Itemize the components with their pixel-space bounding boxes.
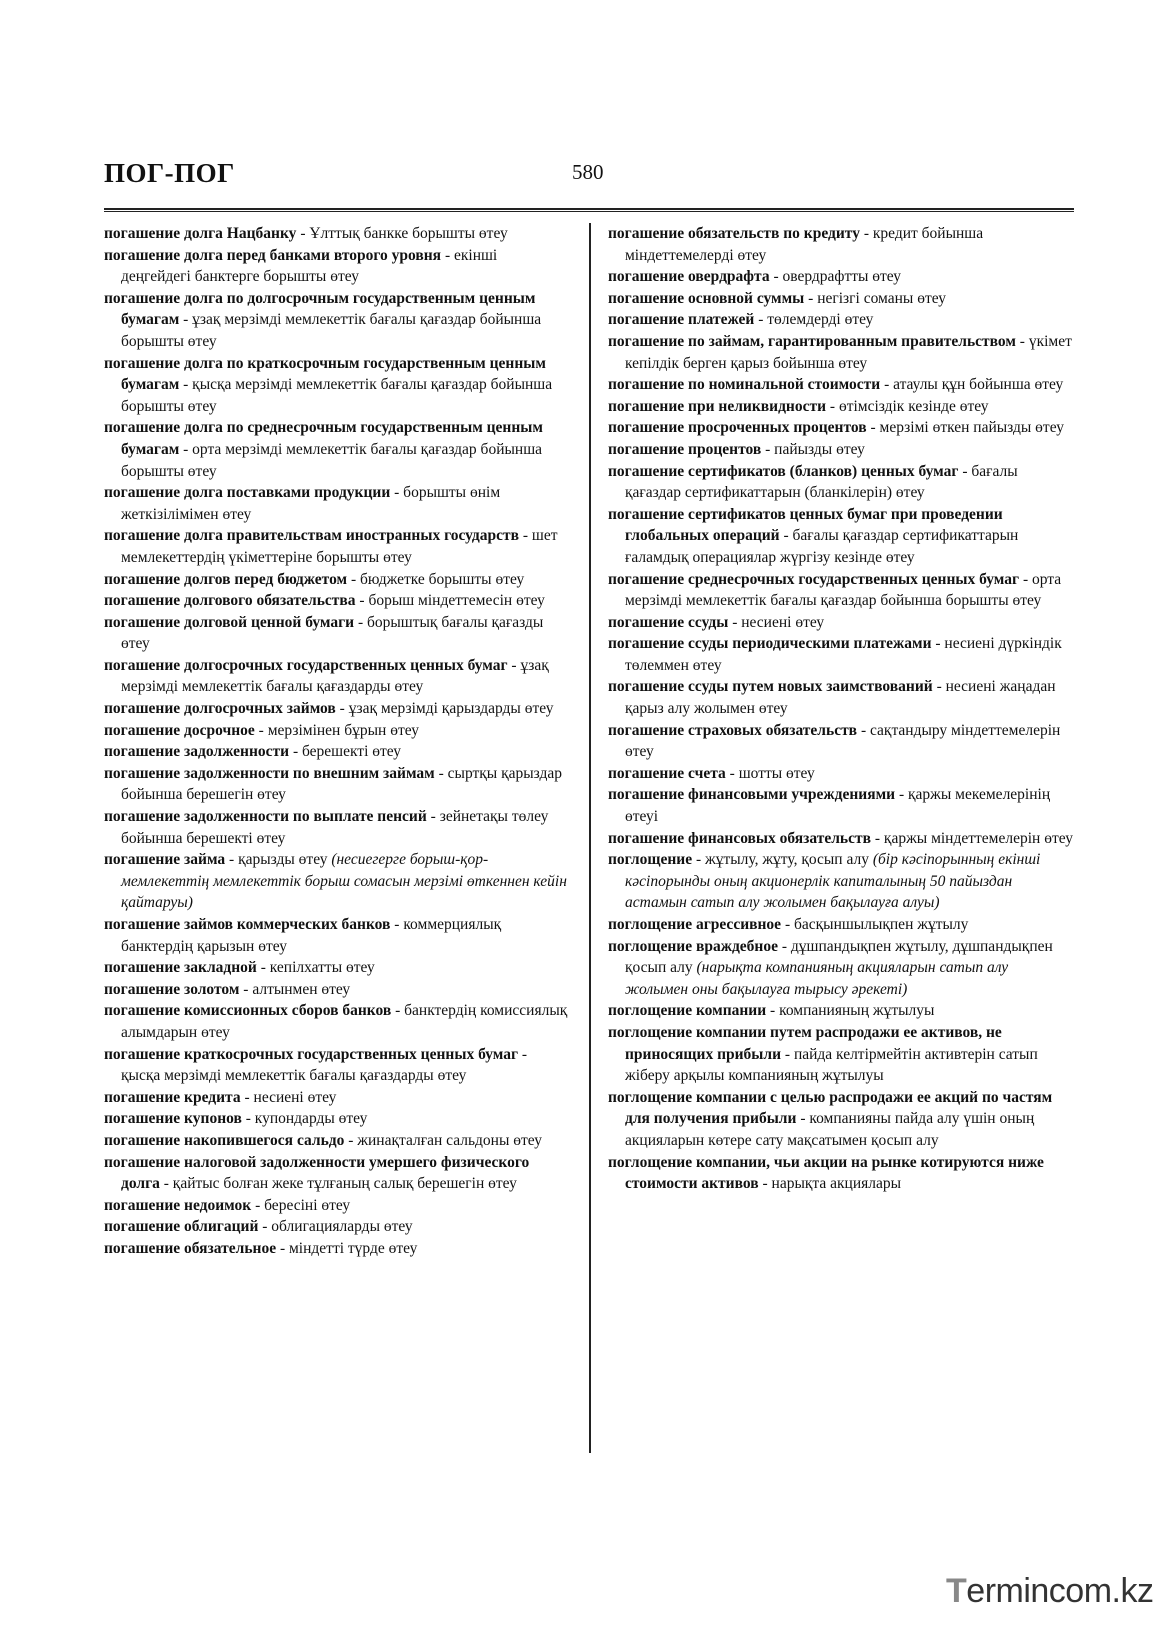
entry-term: погашение займов коммерческих банков: [104, 916, 391, 933]
dictionary-entry: [608, 266, 1074, 288]
dictionary-entry: [104, 569, 570, 591]
entry-term: погашение обязательное: [104, 1239, 277, 1257]
entry-term: погашение ссуды периодическими платежами: [608, 635, 932, 653]
dictionary-entry: [608, 569, 1074, 612]
entry-term: поглощение агрессивное: [608, 916, 782, 933]
column-divider: [589, 223, 591, 1453]
entry-translation: - төлемдерді өтеу: [754, 311, 874, 329]
entry-term: поглощение компании, чьи акции на рынке котируются ниже стоимости активов: [608, 1153, 1044, 1193]
entry-translation: - берешекті өтеу: [289, 743, 402, 761]
entry-translation: - банктердің комиссиялық алымдарын өтеу: [121, 1002, 568, 1041]
entry-translation: - қаржы міндеттемелерін өтеу: [871, 829, 1073, 847]
dictionary-entry: [608, 417, 1074, 439]
entry-translation: - бағалы қағаздар сертификаттарын (бланкілерін) өтеу: [625, 462, 1018, 502]
entry-translation: - пайда келтірмейтін активтерін сатып жіберу арқылы компанияның жұтылуы: [625, 1045, 1038, 1085]
entry-term: погашение по займам, гарантированным правительством: [608, 332, 1016, 350]
entry-translation: - мерзімі өткен пайызды өтеу: [866, 419, 1064, 437]
entry-translation: - овердрафтты өтеу: [769, 268, 902, 286]
entry-translation: - шотты өтеу: [725, 764, 815, 782]
dictionary-entry: [608, 720, 1074, 763]
entry-translation: - коммерциялық банктердің қарызын өтеу: [121, 916, 502, 955]
entry-translation: - борыш міндеттемесін өтеу: [355, 592, 545, 610]
entry-term: погашение обязательств по кредиту: [608, 225, 860, 242]
dictionary-entry: [104, 720, 570, 742]
entry-term: погашение овердрафта: [608, 268, 770, 286]
entry-note: (несиегерге борыш-қор-мемлекеттің мемлекеттік борыш сомасын мерзімі өткеннен кейін қайтаруы): [121, 851, 567, 912]
entry-term: погашение сертификатов (бланков) ценных бумаг: [608, 462, 959, 480]
dictionary-entry: [104, 482, 570, 525]
dictionary-entry: [608, 936, 1074, 1001]
entry-translation: - қайтыс болған жеке тұлғаның салық берешегін өтеу: [159, 1175, 517, 1193]
entry-translation: - несиені өтеу: [728, 613, 825, 631]
entry-translation: - ұзақ мерзімді мемлекеттік бағалы қағаздар бойынша борышты өтеу: [121, 311, 542, 350]
entry-translation: - жұтылу, жұту, қосып алу: [692, 851, 873, 869]
dictionary-entry: [608, 1022, 1074, 1087]
entry-term: погашение досрочное: [104, 721, 255, 739]
dictionary-entry: [608, 1152, 1074, 1195]
entry-translation: - шет мемлекеттердің үкіметтеріне борышты өтеу: [121, 527, 558, 566]
dictionary-entry: [104, 1108, 570, 1130]
entry-note: (бір кәсіпорынның екінші кәсіпорынды оның акционерлік капиталының 50 пайыздан астамын сатып алу жолымен бақылауға алуы): [625, 851, 1041, 912]
dictionary-entry: [104, 417, 570, 482]
entry-term: погашение финансовыми учреждениями: [608, 786, 896, 804]
entry-translation: - кепілхатты өтеу: [256, 959, 375, 977]
entry-translation: - негізгі соманы өтеу: [804, 289, 946, 307]
entry-translation: - қарызды өтеу: [225, 851, 332, 869]
entry-translation: - зейнетақы төлеу бойынша берешекті өтеу: [121, 808, 549, 847]
entry-term: погашение долга правительствам иностранных государств: [104, 527, 520, 545]
entry-term: погашение просроченных процентов: [608, 419, 867, 437]
entry-translation: - алтынмен өтеу: [239, 980, 351, 998]
entry-term: погашение задолженности по внешним займам: [104, 764, 435, 782]
dictionary-entry: [104, 914, 570, 957]
dictionary-entry: [104, 1195, 570, 1217]
dictionary-entry: [104, 590, 570, 612]
dictionary-entry: [608, 288, 1074, 310]
terminkom-watermark-logo: [946, 1572, 1153, 1611]
entry-term: поглощение компании путем распродажи ее активов, не приносящих прибыли: [608, 1023, 1002, 1063]
dictionary-entry: [104, 1216, 570, 1238]
entry-translation: - нарықта акциялары: [758, 1175, 902, 1193]
dictionary-entry: [104, 806, 570, 849]
dictionary-entry: [608, 676, 1074, 719]
entry-translation: - Ұлттық банкке борышты өтеу: [296, 225, 508, 242]
entry-term: погашение займа: [104, 851, 226, 869]
dictionary-entry: [608, 763, 1074, 785]
entry-translation: - дұшпандықпен жұтылу, дұшпандықпен қосып алу: [625, 937, 1053, 977]
dictionary-entry: [104, 655, 570, 698]
dictionary-entry: [104, 763, 570, 806]
entry-term: погашение краткосрочных государственных ценных бумаг: [104, 1045, 519, 1063]
entry-term: погашение купонов: [104, 1110, 242, 1128]
entry-translation: - облигацияларды өтеу: [258, 1218, 413, 1236]
entry-translation: - сақтандыру міндеттемелерін өтеу: [625, 721, 1061, 761]
entry-translation: - бюджетке борышты өтеу: [347, 570, 525, 588]
entry-translation: - орта мерзімді мемлекеттік бағалы қағаздар бойынша борышты өтеу: [121, 440, 543, 480]
dictionary-entry: [104, 1000, 570, 1043]
entry-translation: - өтімсіздік кезінде өтеу: [826, 397, 989, 415]
dictionary-entry: [104, 957, 570, 979]
entry-term: погашение долга по краткосрочным государственным ценным бумагам: [104, 354, 546, 394]
entry-term: погашение долгового обязательства: [104, 592, 356, 610]
entry-term: погашение долговой ценной бумаги: [104, 613, 355, 631]
right-column: [608, 223, 1074, 1195]
dictionary-entry: [608, 1000, 1074, 1022]
entry-translation: - ұзақ мерзімді мемлекеттік бағалы қағаздарды өтеу: [121, 656, 549, 696]
dictionary-entry: [104, 741, 570, 763]
entry-translation: - несиені дүркіндік төлеммен өтеу: [625, 635, 1062, 674]
entry-translation: - кредит бойынша міндеттемелерді өтеу: [625, 225, 984, 264]
dictionary-entry: [104, 1152, 570, 1195]
entry-term: погашение страховых обязательств: [608, 721, 858, 739]
entry-term: погашение кредита: [104, 1088, 241, 1106]
entry-term: погашение долга Нацбанку: [104, 225, 297, 242]
entry-term: погашение долга по среднесрочным государственным ценным бумагам: [104, 419, 543, 458]
entry-term: погашение долга по долгосрочным государственным ценным бумагам: [104, 289, 536, 329]
entry-term: погашение основной суммы: [608, 289, 805, 307]
entry-translation: - мерзімінен бұрын өтеу: [254, 721, 419, 739]
entry-term: погашение ссуды путем новых заимствований: [608, 678, 933, 696]
entry-translation: - несиені өтеу: [240, 1088, 337, 1106]
entry-term: погашение ссуды: [608, 613, 729, 631]
dictionary-entry: [104, 698, 570, 720]
dictionary-entry: [608, 331, 1074, 374]
entry-term: погашение недоимок: [104, 1196, 252, 1214]
entry-term: погашение при неликвидности: [608, 397, 827, 415]
dictionary-entry: [608, 309, 1074, 331]
entry-translation: - қысқа мерзімді мемлекеттік бағалы қағаздарды өтеу: [121, 1045, 528, 1085]
entry-translation: - атаулы құн бойынша өтеу: [880, 376, 1064, 394]
entry-translation: - бағалы қағаздар сертификаттарын ғаламдық операциялар жүргізу кезінде өтеу: [625, 527, 1019, 566]
entry-term: погашение сертификатов ценных бумаг при проведении глобальных операций: [608, 505, 1003, 545]
entry-translation: - орта мерзімді мемлекеттік бағалы қағаздар бойынша борышты өтеу: [625, 570, 1062, 610]
entry-translation: - міндетті түрде өтеу: [276, 1239, 418, 1257]
entry-term: поглощение компании: [608, 1002, 767, 1020]
dictionary-entry: [104, 1087, 570, 1109]
entry-translation: - екінші деңгейдегі банктерге борышты өтеу: [121, 246, 498, 286]
dictionary-entry: [608, 784, 1074, 827]
entry-term: погашение финансовых обязательств: [608, 829, 871, 847]
dictionary-entry: [608, 849, 1074, 914]
entry-translation: - несиені жаңадан қарыз алу жолымен өтеу: [625, 678, 1056, 718]
entry-term: погашение задолженности: [104, 743, 290, 761]
entry-term: погашение долга поставками продукции: [104, 484, 391, 502]
entry-term: погашение среднесрочных государственных ценных бумаг: [608, 570, 1020, 588]
entry-translation: - үкімет кепілдік берген қарыз бойынша өтеу: [625, 332, 1072, 372]
entry-translation: - компанияның жұтылуы: [766, 1002, 935, 1020]
entry-term: погашение закладной: [104, 959, 257, 977]
entry-term: погашение долгосрочных государственных ценных бумаг: [104, 656, 508, 674]
entry-translation: - компанияны пайда алу үшін оның акцияларын көтере сату мақсатымен қосып алу: [625, 1110, 1035, 1149]
entry-translation: - сыртқы қарыздар бойынша берешегін өтеу: [121, 764, 563, 804]
dictionary-entry: [608, 461, 1074, 504]
dictionary-entry: [104, 223, 570, 245]
dictionary-entry: [608, 396, 1074, 418]
entry-translation: - пайызды өтеу: [761, 440, 865, 458]
watermark-text: ermincom.kz: [966, 1572, 1154, 1610]
entry-term: погашение задолженности по выплате пенсий: [104, 808, 427, 826]
dictionary-entry: [608, 374, 1074, 396]
entry-term: погашение золотом: [104, 980, 240, 998]
entry-translation: - купондарды өтеу: [241, 1110, 368, 1128]
dictionary-entry: [608, 633, 1074, 676]
dictionary-entry: [104, 1238, 570, 1260]
entry-term: поглощение компании с целью распродажи ее акций по частям для получения прибыли: [608, 1088, 1053, 1128]
dictionary-entry: [104, 979, 570, 1001]
page-header-title: ПОГ-ПОГ: [104, 158, 235, 188]
entry-translation: - борыштық бағалы қағазды өтеу: [121, 613, 544, 653]
entry-term: погашение облигаций: [104, 1218, 259, 1236]
watermark-t-mark: T: [946, 1572, 967, 1610]
header-rule: [104, 208, 1074, 212]
entry-term: погашение накопившегося сальдо: [104, 1131, 345, 1149]
dictionary-entry: [608, 504, 1074, 569]
dictionary-entry: [608, 439, 1074, 461]
entry-term: погашение по номинальной стоимости: [608, 376, 881, 394]
entry-translation: - қаржы мекемелерінің өтеуі: [625, 786, 1051, 826]
left-column: [104, 223, 570, 1260]
entry-term: поглощение враждебное: [608, 937, 778, 955]
entry-term: погашение налоговой задолженности умершего физического долга: [104, 1153, 530, 1193]
entry-term: поглощение: [608, 851, 693, 869]
dictionary-entry: [104, 525, 570, 568]
entry-note: (нарықта компанияның акцияларын сатып алу жолымен оны бақылауға тырысу әрекеті): [625, 959, 1009, 998]
dictionary-entry: [104, 1044, 570, 1087]
entry-translation: - борышты өнім жеткізілімімен өтеу: [121, 484, 501, 523]
dictionary-entry: [104, 612, 570, 655]
dictionary-entry: [608, 828, 1074, 850]
entry-term: погашение процентов: [608, 440, 762, 458]
entry-translation: - ұзақ мерзімді қарыздарды өтеу: [335, 700, 554, 718]
entry-term: погашение платежей: [608, 311, 755, 329]
dictionary-entry: [608, 914, 1074, 936]
entry-translation: - қысқа мерзімді мемлекеттік бағалы қағаздар бойынша борышты өтеу: [121, 376, 553, 415]
page-number: 580: [572, 160, 604, 184]
entry-term: погашение долгов перед бюджетом: [104, 570, 348, 588]
dictionary-entry: [608, 612, 1074, 634]
entry-term: погашение долга перед банками второго уровня: [104, 246, 442, 264]
dictionary-entry: [104, 849, 570, 914]
entry-term: погашение счета: [608, 764, 726, 782]
entry-translation: - жинақталған сальдоны өтеу: [344, 1131, 543, 1149]
entry-translation: - бересіні өтеу: [251, 1196, 351, 1214]
dictionary-entry: [104, 288, 570, 353]
dictionary-entry: [104, 245, 570, 288]
dictionary-entry: [104, 1130, 570, 1152]
dictionary-entry: [608, 1087, 1074, 1152]
entry-term: погашение комиссионных сборов банков: [104, 1002, 392, 1020]
entry-translation: - басқыншылықпен жұтылу: [781, 916, 969, 933]
entry-term: погашение долгосрочных займов: [104, 700, 336, 718]
dictionary-entry: [104, 353, 570, 418]
dictionary-entry: [608, 223, 1074, 266]
